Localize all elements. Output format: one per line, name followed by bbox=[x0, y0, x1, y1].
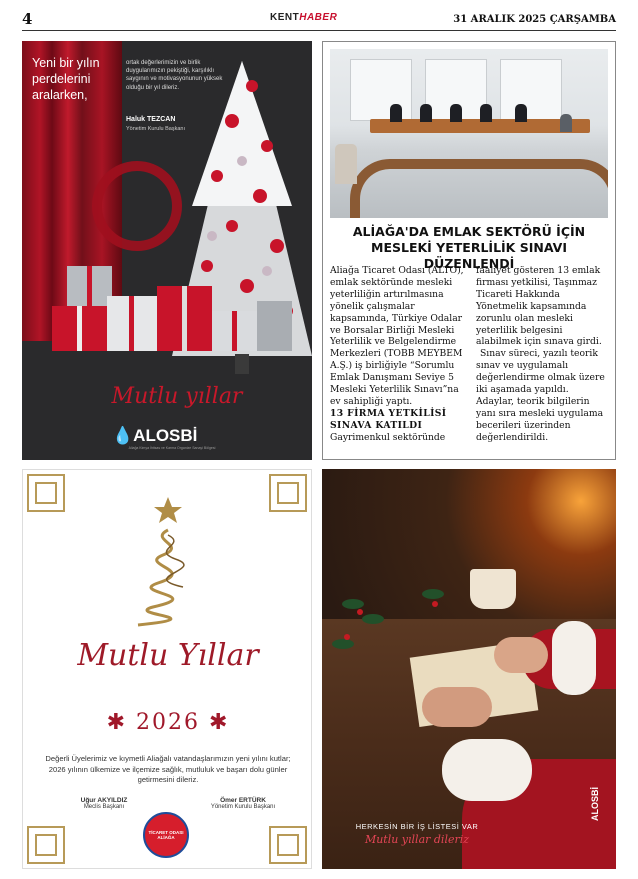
article-column-2 bbox=[476, 265, 610, 444]
year-text bbox=[83, 710, 253, 735]
santa-hand bbox=[422, 687, 492, 727]
person bbox=[450, 104, 462, 122]
chamber-seal-logo bbox=[143, 812, 189, 858]
conference-table-curve bbox=[350, 159, 608, 218]
signature-block-1 bbox=[49, 797, 159, 810]
script-greeting: Mutlu yıllar dileriz bbox=[364, 833, 470, 846]
brand-subtitle: Aliağa Kimya İhtisas ve Karma Organize Sanayi Bölgesi bbox=[128, 446, 216, 450]
snowflake-icon: ✱ bbox=[209, 710, 230, 735]
person bbox=[560, 114, 572, 132]
window bbox=[350, 59, 412, 121]
chamber-newyear-ad bbox=[22, 469, 312, 869]
holly-leaf bbox=[362, 614, 384, 624]
year-value: 2026 bbox=[136, 710, 200, 735]
article-headline: ALİAĞA'DA EMLAK SEKTÖRÜ İÇİN MESLEKİ YETERLİLİK SINAVI DÜZENLENDİ bbox=[352, 224, 586, 271]
gift-boxes-icon bbox=[47, 256, 297, 356]
paragraph: Aliağa Ticaret Odası (ALTO), emlak sektöründe mesleki yeterliliğin artırılmasına yönelik çalışmalar kapsamında, Türkiye Odalar ve Borsalar Birliği Mesleki Yeterlilik ve Belgelendirme Merkezleri (TOBB MEYBEM A.Ş.) iş birliğiyle “Sorumlu Emlak Danışmanı Seviye 5 Mesleki Yeterlilik Sınavı”na ev sahipliği yaptı. bbox=[330, 265, 464, 407]
signer-role: Yönetim Kurulu Başkanı bbox=[126, 126, 186, 132]
person bbox=[480, 104, 492, 122]
holly-leaf bbox=[422, 589, 444, 599]
holly-berry bbox=[357, 609, 363, 615]
person bbox=[420, 104, 432, 122]
holly-leaf bbox=[332, 639, 354, 649]
person bbox=[390, 104, 402, 122]
ornament-corner bbox=[27, 826, 65, 864]
script-title: Mutlu Yıllar bbox=[77, 638, 259, 673]
signer-name: Ömer ERTÜRK bbox=[220, 797, 266, 804]
paragraph: Gayrimenkul sektöründe bbox=[330, 431, 446, 443]
ornament-corner bbox=[27, 474, 65, 512]
signer-name: Uğur AKYILDIZ bbox=[80, 797, 128, 804]
swirl-tree-icon bbox=[118, 495, 218, 635]
article-column-1 bbox=[330, 265, 468, 444]
page-number: 4 bbox=[22, 10, 33, 28]
brand-name: ALOSBİ bbox=[133, 426, 198, 445]
santa-cuff bbox=[442, 739, 532, 801]
greeting-message: Değerli Üyelerimiz ve kıymetli Aliağalı vatandaşlarımızın yeni yılını kutlar; 2026 yılının ülkemize ve ilçemize sağlık, mutluluk ve başarı dolu günler getirmesini dileriz. bbox=[45, 754, 291, 784]
person bbox=[515, 104, 527, 122]
tagline: HERKESİN BİR İŞ LİSTESİ VAR bbox=[355, 822, 479, 831]
alosbi-newyear-ad bbox=[22, 41, 312, 460]
message-text: ortak değerlerimizin ve birlik duygularımızın pekiştiği, karşılıklı saygının ve motivasyonunun yüksek olduğu bir yıl dileriz. bbox=[126, 60, 223, 91]
cocoa-mug bbox=[470, 569, 516, 609]
signer-role: Meclis Başkanı bbox=[83, 804, 125, 810]
logo-haber: HABER bbox=[299, 12, 338, 23]
signer-name: Haluk TEZCAN bbox=[126, 116, 176, 123]
santa-cuff bbox=[552, 621, 596, 695]
article-subheading: 13 FİRMA YETKİLİSİ SINAVA KATILDI bbox=[330, 407, 447, 431]
ornament-corner bbox=[269, 474, 307, 512]
ribbon-gear-shape bbox=[92, 161, 182, 251]
alosbi-vertical-logo: ALOSBİ bbox=[590, 787, 600, 822]
person bbox=[335, 144, 357, 184]
window bbox=[500, 59, 562, 121]
santa-hand bbox=[494, 637, 548, 673]
drop-icon: 💧 bbox=[112, 426, 134, 445]
ornament-corner bbox=[269, 826, 307, 864]
alosbi-santa-ad bbox=[322, 469, 616, 869]
greeting-text: Yeni bir yılın perdelerini aralarken, bbox=[32, 56, 100, 102]
holly-berry bbox=[432, 601, 438, 607]
paragraph: faaliyet gösteren 13 emlak firması yetkilisi, Taşınmaz Ticareti Hakkında Yönetmelik kapsamında zorunlu olan mesleki yeterlilik belgesini alabilmek için sınava girdi. bbox=[476, 265, 602, 348]
issue-date: 31 ARALIK 2025 ÇARŞAMBA bbox=[453, 14, 616, 25]
snowflake-icon: ✱ bbox=[106, 710, 127, 735]
holly-berry bbox=[344, 634, 350, 640]
header-rule bbox=[22, 30, 616, 31]
script-greeting: Mutlu yıllar bbox=[111, 384, 243, 409]
logo-kent: KENT bbox=[270, 12, 300, 23]
paragraph: Adaylar, teorik bilgilerin yanı sıra mesleki uygulama becerileri üzerinden değerlendirildi. bbox=[476, 395, 604, 443]
alosbi-logo bbox=[112, 426, 197, 446]
seal-text: TİCARET ODASI ALİAĞA bbox=[148, 830, 184, 840]
holly-leaf bbox=[342, 599, 364, 609]
paragraph: Sınav süreci, yazılı teorik sınav ve uygulamalı değerlendirme olmak üzere iki aşamada yapıldı. bbox=[476, 348, 605, 396]
signature-block-2 bbox=[188, 797, 298, 810]
meeting-room-photo bbox=[330, 49, 608, 218]
signer-role: Yönetim Kurulu Başkanı bbox=[210, 804, 276, 810]
newspaper-logo bbox=[270, 12, 337, 23]
